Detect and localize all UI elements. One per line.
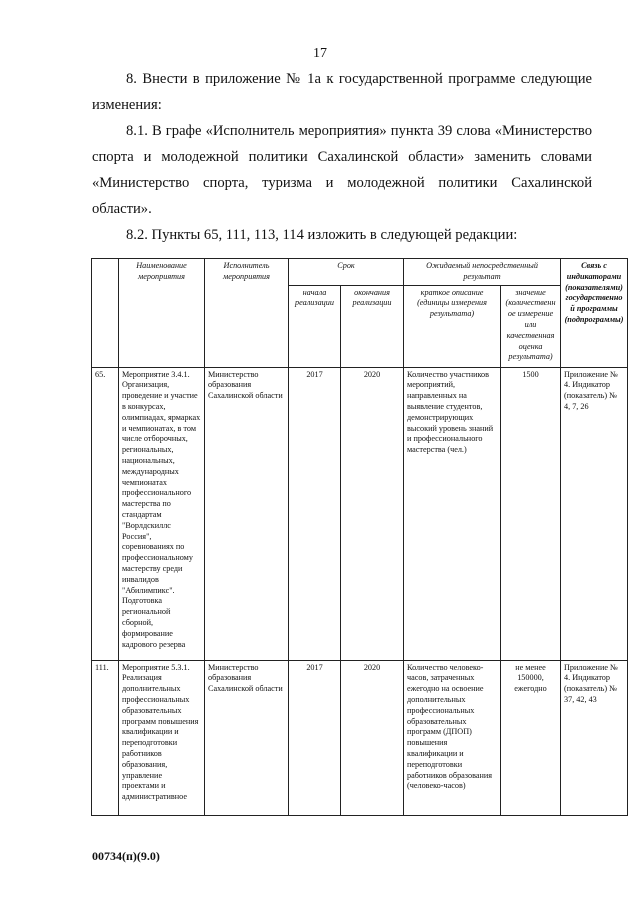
row-name: Мероприятие 5.3.1. Реализация дополнительных профессиональных образовательных программ повышения квалификации и переподготовки работников образования, управление проектами и административное	[119, 660, 205, 815]
row-description: Количество участников мероприятий, направленных на выявление студентов, демонстрирующих высокий уровень знаний и профессионального мастерства (чел.)	[404, 367, 501, 660]
row-end: 2020	[341, 367, 404, 660]
row-value: 1500	[501, 367, 561, 660]
row-link: Приложение № 4. Индикатор (показатель) № 37, 42, 43	[561, 660, 628, 815]
paragraph-8-1: 8.1. В графе «Исполнитель мероприятия» пункта 39 слова «Министерство спорта и молодежной политики Сахалинской области» заменить словами «Министерство спорта, туризма и молодежной политики Сахалинской области».	[92, 123, 592, 217]
header-short-desc: краткое описание (единицы измерения результата)	[404, 285, 501, 367]
header-end: окончания реализации	[341, 285, 404, 367]
table-row	[92, 660, 628, 815]
header-executor: Исполнитель мероприятия	[205, 259, 289, 368]
row-description: Количество человеко-часов, затраченных ежегодно на освоение дополнительных профессиональных образовательных программ (ДПОП) повышения квалификации и переподготовки работников образования (человеко-часов)	[404, 660, 501, 815]
row-number: 111.	[92, 660, 119, 815]
measures-table	[91, 258, 628, 816]
paragraph-8-2: 8.2. Пункты 65, 111, 113, 114 изложить в следующей редакции:	[126, 227, 518, 243]
row-name: Мероприятие 3.4.1. Организация, проведение и участие в конкурсах, олимпиадах, ярмарках и чемпионатах, в том числе отборочных, региональных, национальных, международных чемпионатах профессионального мастерства по стандартам "Ворлдскиллс Россия", соревнованиях по профессиональному мастерству среди инвалидов "Абилимпикс". Подготовка региональной сборной, формирование кадрового резерва	[119, 367, 205, 660]
header-link: Связь с индикаторами (показателями) государственной программы (подпрограммы)	[561, 259, 628, 368]
header-expected: Ожидаемый непосредственный результат	[404, 259, 561, 286]
header-num-cell	[92, 259, 119, 368]
row-link: Приложение № 4. Индикатор (показатель) № 4, 7, 26	[561, 367, 628, 660]
table-row	[92, 367, 628, 660]
row-executor: Министерство образования Сахалинской области	[205, 660, 289, 815]
header-row-1	[92, 259, 628, 286]
header-name: Наименование мероприятия	[119, 259, 205, 368]
row-start: 2017	[289, 660, 341, 815]
header-period: Срок	[289, 259, 404, 286]
row-number: 65.	[92, 367, 119, 660]
row-end: 2020	[341, 660, 404, 815]
header-value: значение (количественное измерение или качественная оценка результата)	[501, 285, 561, 367]
header-start: начала реализации	[289, 285, 341, 367]
row-value: не менее 150000, ежегодно	[501, 660, 561, 815]
paragraph-8: 8. Внести в приложение № 1а к государственной программе следующие изменения:	[92, 71, 592, 113]
row-start: 2017	[289, 367, 341, 660]
page-number: 17	[313, 46, 327, 61]
row-executor: Министерство образования Сахалинской области	[205, 367, 289, 660]
footer-code: 00734(п)(9.0)	[92, 849, 160, 863]
